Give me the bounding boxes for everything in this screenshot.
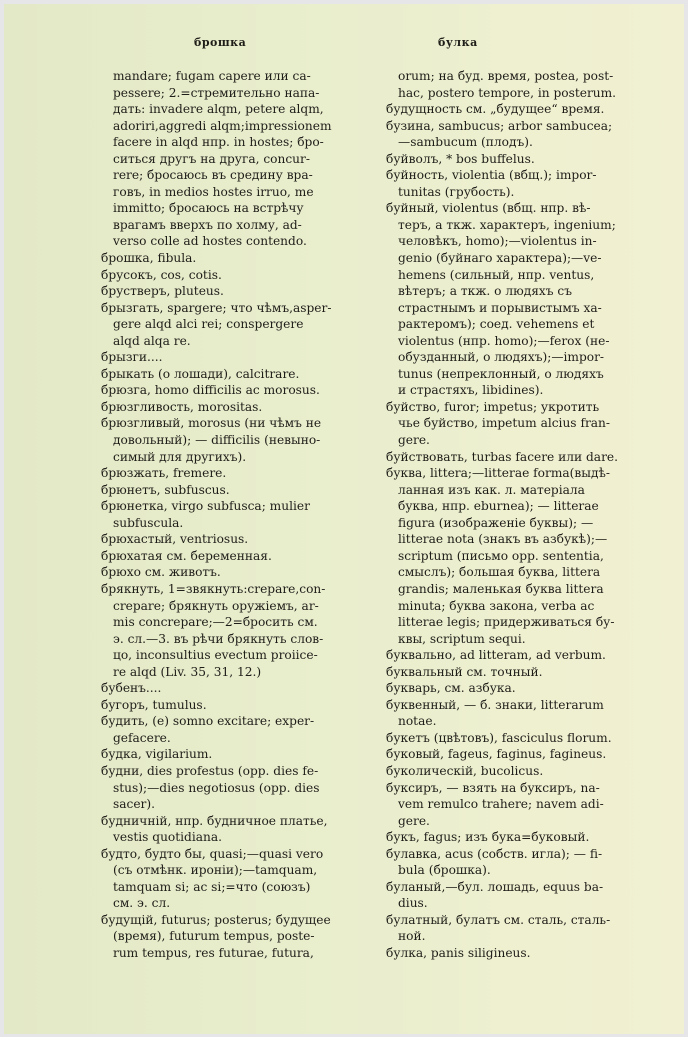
entry-line: рактеромъ); соед. vehemens et	[398, 317, 595, 332]
entry-line: буйный, violentus (вбщ. нпр. вѣ-	[386, 201, 591, 216]
dictionary-entry	[386, 912, 654, 945]
dictionary-entry	[101, 283, 367, 300]
entry-line: булавка, acus (собств. игла); — fi-	[386, 846, 603, 861]
entry-line: facere in alqd нпр. in hostes; бро-	[113, 135, 324, 150]
entry-line: чье буйство, impetum alcius fran-	[398, 416, 611, 431]
entry-line: брусокъ, cos, cotis.	[101, 267, 222, 282]
entry-line: квы, scriptum sequi.	[398, 631, 526, 646]
dictionary-entry	[101, 846, 367, 912]
dictionary-entry	[101, 912, 367, 962]
entry-line: scriptum (письмо opp. sententia,	[398, 548, 604, 563]
entry-line: брюхастый, ventriosus.	[101, 532, 249, 547]
entry-line: брыкать (о лошади), calcitrare.	[101, 366, 300, 381]
entry-line: ланная изъ как. л. матеріала	[398, 482, 585, 497]
dictionary-entry	[386, 465, 654, 647]
entry-line: genio (буйнаго характера);—ve-	[398, 251, 602, 266]
entry-line: брюнетъ, subfuscus.	[101, 482, 230, 497]
dictionary-entry	[386, 151, 654, 168]
entry-line: буква, littera;—litterae forma(выдѣ-	[386, 466, 610, 481]
entry-line: брюзга, homo difficilis ac morosus.	[101, 383, 320, 398]
entry-line: figura (изображеніе буквы); —	[398, 515, 594, 530]
dictionary-entry	[386, 730, 654, 747]
entry-line: буквальный см. точный.	[386, 664, 543, 679]
entry-line: subfuscula.	[113, 515, 184, 530]
entry-line: будущій, futurus; posterus; будущее	[101, 912, 331, 927]
dictionary-entry-continuation	[386, 68, 654, 101]
entry-line: будка, vigilarium.	[101, 747, 213, 762]
dictionary-entry	[386, 664, 654, 681]
entry-line: crepare; брякнуть оружіемъ, ar-	[113, 598, 319, 613]
dictionary-entry	[101, 349, 367, 366]
entry-line: будничній, нпр. будничное платье,	[101, 813, 328, 828]
dictionary-entry	[386, 879, 654, 912]
dictionary-entry	[386, 680, 654, 697]
entry-line: бруствеpъ, pluteus.	[101, 284, 224, 299]
dictionary-entry	[386, 399, 654, 449]
entry-line: буйволъ, * bos buffelus.	[386, 151, 535, 166]
dictionary-entry	[101, 763, 367, 813]
entry-line: re alqd (Liv. 35, 31, 12.)	[113, 664, 262, 679]
entry-line: брюзгливый, morosus (ни чѣмъ не	[101, 416, 322, 431]
entry-line: gere.	[398, 433, 430, 448]
dictionary-entry	[101, 680, 367, 697]
entry-line: stus);—dies negotiosus (opp. dies	[113, 780, 320, 795]
entry-line: будни, dies profestus (opp. dies fe-	[101, 763, 319, 778]
dictionary-entry	[386, 167, 654, 200]
dictionary-entry	[386, 945, 654, 962]
entry-line: будить, (e) somno excitare; exper-	[101, 714, 315, 729]
entry-line: цо, inconsultius evectum proiice-	[113, 648, 318, 663]
entry-line: дать: invadere alqm, petere alqm,	[113, 102, 324, 117]
dictionary-entry	[386, 647, 654, 664]
entry-line: смыслъ); большая буква, littera	[398, 565, 601, 580]
entry-line: и страстяхъ, libidines).	[398, 383, 544, 398]
dictionary-entry	[386, 101, 654, 118]
right-guide-word: булка	[438, 36, 478, 49]
entry-line: довольный); — difficilis (невыно-	[113, 433, 321, 448]
dictionary-entry	[101, 548, 367, 565]
entry-line: страстнымъ и порывистымъ ха-	[398, 300, 602, 315]
dictionary-entry	[386, 118, 654, 151]
dictionary-entry	[101, 564, 367, 581]
entry-line: violentus (нпр. homo);—ferox (не-	[398, 333, 610, 348]
dictionary-entry	[101, 531, 367, 548]
dictionary-entry	[101, 697, 367, 714]
entry-line: брызги....	[101, 350, 163, 365]
entry-line: брюхатая см. беременная.	[101, 548, 272, 563]
dictionary-entry	[386, 449, 654, 466]
entry-line: вѣтеръ; а ткж. о людяхъ съ	[398, 284, 572, 299]
entry-line: grandis; маленькая буква littera	[398, 581, 604, 596]
entry-line: immitto; бросаюсь на встрѣчу	[113, 201, 304, 216]
dictionary-entry	[101, 813, 367, 846]
entry-line: см. э. сл.	[113, 896, 171, 911]
entry-line: буланый,—бул. лошадь, equus ba-	[386, 879, 604, 894]
entry-line: vem remulco trahere; navem adi-	[398, 797, 604, 812]
entry-line: notae.	[398, 714, 437, 729]
entry-line: gere.	[398, 813, 430, 828]
dictionary-entry	[101, 482, 367, 499]
page-header	[4, 36, 684, 56]
entry-line: буйство, furor; impetus; укротить	[386, 399, 600, 414]
entry-line: буковый, fageus, faginus, fagineus.	[386, 747, 607, 762]
dictionary-entry	[101, 415, 367, 465]
entry-line: брошка, fibula.	[101, 251, 197, 266]
entry-line: tunitas (грубость).	[398, 184, 515, 199]
entry-line: будто, будто бы, quasi;—quasi vero	[101, 846, 324, 861]
entry-line: rere; бросаюсь въ средину вра-	[113, 168, 313, 183]
dictionary-entry	[386, 846, 654, 879]
entry-line: говъ, in medios hostes irruo, me	[113, 184, 314, 199]
entry-line: буквенный, — б. знаки, litterarum	[386, 697, 604, 712]
entry-line: букварь, см. азбука.	[386, 681, 516, 696]
dictionary-entry	[101, 382, 367, 399]
entry-line: litterae nota (знакъ въ азбукѣ);—	[398, 532, 608, 547]
entry-line: симый для другихъ).	[113, 449, 247, 464]
entry-line: букъ, fagus; изъ бука=буковый.	[386, 830, 590, 845]
entry-line: (время), futurum tempus, poste-	[113, 929, 315, 944]
entry-line: врагамъ вверхъ по холму, ad-	[113, 217, 302, 232]
entry-line: litterae legis; придерживаться бу-	[398, 615, 615, 630]
entry-line: (съ отмѣнк. ироніи);—tamquam,	[113, 863, 318, 878]
entry-line: бугоръ, tumulus.	[101, 697, 207, 712]
entry-line: буйность, violentia (вбщ.); impor-	[386, 168, 597, 183]
dictionary-entry-continuation	[101, 68, 367, 250]
entry-line: обузданный, о людяхъ);—impor-	[398, 350, 605, 365]
dictionary-entry	[386, 763, 654, 780]
entry-line: adoriri,aggredi alqm;impressionem	[113, 118, 332, 133]
dictionary-entry	[101, 300, 367, 350]
dictionary-entry	[101, 581, 367, 680]
entry-line: mis concrepare;—2=бросить см.	[113, 615, 318, 630]
dictionary-entry	[101, 498, 367, 531]
dictionary-entry	[101, 746, 367, 763]
entry-line: э. сл.—3. въ рѣчи брякнуть слов-	[113, 631, 324, 646]
entry-line: буква, нпр. eburnea); — litterae	[398, 499, 599, 514]
entry-line: hac, postero tempore, in posterum.	[398, 85, 617, 100]
entry-line: брюзжать, fremere.	[101, 466, 227, 481]
entry-line: tunus (непреклонный, о людяхъ	[398, 366, 604, 381]
entry-line: rum tempus, res futurae, futura,	[113, 945, 314, 960]
entry-line: gere alqd alci rei; conspergere	[113, 317, 304, 332]
entry-line: буквально, ad litteram, ad verbum.	[386, 648, 606, 663]
entry-line: verso colle ad hostes contendo.	[113, 234, 307, 249]
entry-line: mandare; fugam capere или ca-	[113, 69, 311, 83]
entry-line: tamquam si; ac si;=что (союзъ)	[113, 879, 311, 894]
entry-line: pessere; 2.=стремительно напа-	[113, 85, 320, 100]
entry-line: бубенъ....	[101, 681, 162, 696]
dictionary-entry	[386, 829, 654, 846]
dictionary-entry	[386, 200, 654, 399]
entry-line: брюнетка, virgo subfusca; mulier	[101, 499, 310, 514]
left-column	[101, 68, 367, 962]
entry-line: бузина, sambucus; arbor sambucea;	[386, 118, 613, 133]
entry-line: sacer).	[113, 797, 156, 812]
entry-line: alqd alqa re.	[113, 333, 191, 348]
dictionary-entry	[386, 746, 654, 763]
entry-line: булатный, булатъ см. сталь, сталь-	[386, 912, 611, 927]
entry-line: букетъ (цвѣтовъ), fasciculus florum.	[386, 730, 612, 745]
entry-line: vestis quotidiana.	[113, 830, 223, 845]
entry-line: брызгать, spargere; что чѣмъ,asper-	[101, 300, 332, 315]
entry-line: ситься другъ на друга, concur-	[113, 151, 310, 166]
entry-line: bula (брошка).	[398, 863, 491, 878]
dictionary-entry	[101, 250, 367, 267]
dictionary-entry	[101, 465, 367, 482]
entry-line: булка, panis siligineus.	[386, 945, 531, 960]
entry-line: брюзгливость, morositas.	[101, 399, 263, 414]
entry-line: —sambucum (плодъ).	[398, 135, 533, 150]
entry-line: orum; на буд. время, postea, post-	[398, 69, 614, 83]
dictionary-entry	[101, 366, 367, 383]
entry-line: будущность см. „будущее“ время.	[386, 102, 605, 117]
right-column	[386, 68, 654, 962]
entry-line: буксиръ, — взять на буксиръ, na-	[386, 780, 600, 795]
entry-line: hemens (сильный, нпр. ventus,	[398, 267, 595, 282]
entry-line: буколическій, bucolicus.	[386, 763, 544, 778]
dictionary-entry	[386, 780, 654, 830]
entry-line: gefacere.	[113, 730, 171, 745]
entry-line: брюхо см. животъ.	[101, 565, 221, 580]
dictionary-entry	[386, 697, 654, 730]
left-guide-word: брошка	[194, 36, 247, 49]
dictionary-page	[4, 4, 684, 1034]
dictionary-entry	[101, 713, 367, 746]
entry-line: буйствовать, turbas facere или dare.	[386, 449, 618, 464]
dictionary-entry	[101, 399, 367, 416]
entry-line: ной.	[398, 929, 426, 944]
entry-line: dius.	[398, 896, 428, 911]
entry-line: брякнуть, 1=звякнуть:crepare,con-	[101, 581, 326, 596]
entry-line: человѣкъ, homo);—violentus in-	[398, 234, 597, 249]
entry-line: теръ, а ткж. характеръ, ingenium;	[398, 217, 616, 232]
entry-line: minuta; буква закона, verba ac	[398, 598, 595, 613]
dictionary-entry	[101, 267, 367, 284]
